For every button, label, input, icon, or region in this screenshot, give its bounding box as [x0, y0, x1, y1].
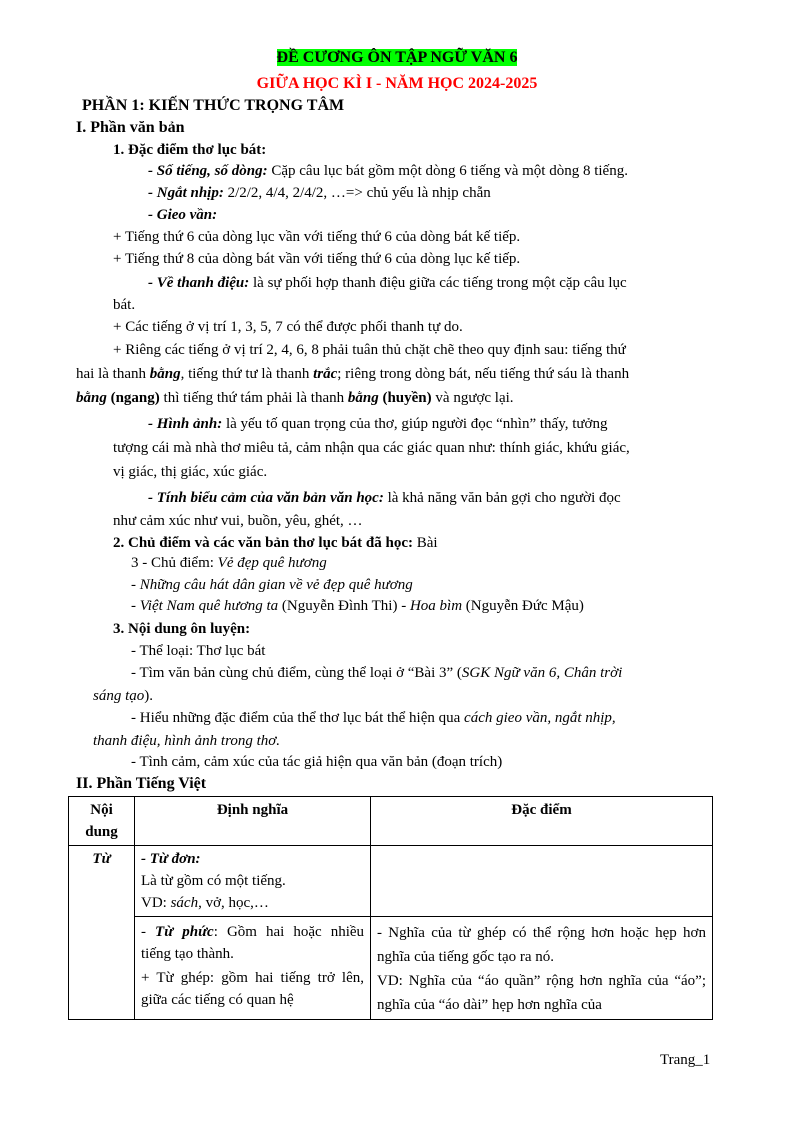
tu-don-def: Là từ gồm có một tiếng. — [141, 873, 286, 889]
gieo-van-rule-2: + Tiếng thứ 8 của dòng bát vần với tiếng thứ 6 của dòng lục kế tiếp. — [113, 251, 521, 267]
td2-c5: (huyền) — [378, 390, 432, 406]
tu-phuc-label: Từ phức — [155, 924, 214, 940]
td2-b4: trắc — [313, 366, 338, 382]
on-luyen-1: - Thể loại: Thơ lục bát — [131, 643, 266, 659]
thanh-dieu-rule-2a: + Riêng các tiếng ở vị trí 2, 4, 6, 8 phải tuân thủ chặt chẽ theo quy định sau: tiếng thứ — [113, 342, 626, 358]
vb2-author-2: (Nguyễn Đức Mậu) — [462, 598, 584, 614]
on-luyen-3 — [131, 708, 616, 728]
tu-phuc-def — [141, 921, 364, 965]
td2-b1: hai là thanh — [76, 366, 150, 382]
td2-c1: bằng — [76, 390, 107, 406]
cell-tu-phuc-dac-diem — [371, 917, 713, 1020]
bieu-cam-line-2: như cảm xúc như vui, buồn, yêu, ghét, … — [113, 513, 363, 529]
chu-diem-label: 3 - Chủ điểm: — [131, 555, 218, 571]
td2-b2: bằng — [149, 366, 181, 382]
tu-don-label: - Từ đơn: — [141, 851, 201, 867]
thanh-dieu-rule-2b — [76, 364, 629, 384]
on-luyen-2 — [131, 663, 622, 683]
thanh-dieu-label: - Về thanh điệu: — [148, 275, 250, 291]
cell-tu: Từ — [69, 846, 135, 1020]
cell-tu-phuc — [135, 917, 371, 1020]
thanh-dieu-text: là sự phối hợp thanh điệu giữa các tiếng trong một cặp câu lục — [249, 275, 627, 291]
van-ban-1: - Những câu hát dân gian về vẻ đẹp quê hương — [131, 577, 413, 593]
ol3-b: cách gieo vần, ngắt nhịp, — [464, 710, 616, 726]
td2-b5: ; riêng trong dòng bát, nếu tiếng thứ sáu là thanh — [337, 366, 630, 382]
subsection-2-tail: Bài — [413, 535, 438, 551]
subsection-3-heading: 3. Nội dung ôn luyện: — [113, 621, 251, 637]
ol2-a: - Tìm văn bản cùng chủ điểm, cùng thể loại ở “Bài 3” ( — [131, 665, 462, 681]
td2-b3: , tiếng thứ tư là thanh — [180, 366, 314, 382]
vb2-dash: - — [131, 598, 140, 614]
thanh-dieu-rule-2c — [76, 388, 514, 408]
cell-tu-don — [135, 846, 371, 917]
gieo-van-rule-1: + Tiếng thứ 6 của dòng lục vần với tiếng thứ 6 của dòng bát kế tiếp. — [113, 229, 521, 245]
tu-phuc-text: : Gồm hai hoặc nhiều tiếng tạo thành. — [141, 924, 365, 962]
header-noi-dung: Nội dung — [69, 797, 135, 846]
section-2-heading: II. Phần Tiếng Việt — [76, 775, 207, 792]
vb2-author-1: (Nguyễn Đình Thi) - — [278, 598, 410, 614]
hinh-anh-text: là yếu tố quan trọng của thơ, giúp người đọc “nhìn” thấy, tưởng — [222, 416, 608, 432]
vb2-title-2: Hoa bìm — [409, 598, 463, 614]
vb2-title-1: Việt Nam quê hương ta — [139, 598, 279, 614]
tu-don-vd-rest: , vở, học,… — [198, 895, 269, 911]
gieo-van-label: - Gieo vần: — [148, 207, 218, 223]
doc-subtitle-text: GIỮA HỌC KÌ I - NĂM HỌC 2024-2025 — [256, 75, 538, 92]
ol2-b: SGK Ngữ văn 6, Chân trời — [461, 665, 623, 681]
gieo-van-line — [148, 205, 217, 225]
section-1-heading: I. Phần văn bản — [76, 119, 185, 136]
table-row — [69, 917, 713, 1020]
tu-phuc-dash: - — [141, 924, 156, 940]
hinh-anh-line — [148, 414, 607, 434]
td2-c4: bằng — [347, 390, 379, 406]
hinh-anh-line-2: tượng cái mà nhà thơ miêu tả, cảm nhận qua các giác quan như: thính giác, khứu giác, — [113, 440, 630, 456]
bieu-cam-line — [148, 488, 621, 508]
on-luyen-2-cont — [93, 686, 153, 706]
tieng-viet-table — [68, 796, 713, 1020]
subsection-1-heading: 1. Đặc điểm thơ lục bát: — [113, 142, 267, 158]
table-header-row — [69, 797, 713, 846]
ol2-d: ). — [144, 688, 154, 704]
van-ban-2 — [131, 596, 584, 616]
td2-c2: (ngang) — [106, 390, 160, 406]
page-number: Trang_1 — [660, 1052, 711, 1068]
chu-diem-line — [131, 553, 327, 573]
so-tieng-label: - Số tiếng, số dòng: — [148, 163, 268, 179]
ngat-nhip-label: - Ngắt nhịp: — [148, 185, 224, 201]
tu-don-vd: VD: — [141, 895, 171, 911]
subsection-2-title: 2. Chủ điểm và các văn bản thơ lục bát đã học: — [113, 535, 414, 551]
tu-ghep-vd: VD: Nghĩa của “áo quần” rộng hơn nghĩa của “áo”; nghĩa của “áo dài” hẹp hơn nghĩa của — [377, 973, 706, 1013]
thanh-dieu-rule-1: + Các tiếng ở vị trí 1, 3, 5, 7 có thể được phối thanh tự do. — [113, 319, 463, 335]
ol2-c: sáng tạo — [93, 688, 145, 704]
tu-ghep-def: + Từ ghép: gồm hai tiếng trở lên, giữa các tiếng có quan hệ — [141, 970, 364, 1008]
bieu-cam-text: là khả năng văn bản gợi cho người đọc — [383, 490, 621, 506]
thanh-dieu-line — [148, 273, 627, 293]
td2-c6: và ngược lại. — [431, 390, 514, 406]
tu-don-example — [141, 892, 364, 914]
header-dac-diem: Đặc điểm — [371, 797, 713, 846]
cell-tu-don-dac-diem — [371, 846, 713, 917]
td2-c3: thì tiếng thứ tám phải là thanh — [159, 390, 348, 406]
bieu-cam-label: - Tính biểu cảm của văn bản văn học: — [148, 490, 384, 506]
ol3-a: - Hiểu những đặc điểm của thể thơ lục bát thể hiện qua — [131, 710, 465, 726]
doc-title — [0, 48, 794, 68]
subsection-2-heading — [113, 533, 438, 553]
hinh-anh-line-3: vị giác, thị giác, xúc giác. — [113, 464, 268, 480]
doc-title-text: ĐỀ CƯƠNG ÔN TẬP NGỮ VĂN 6 — [276, 49, 518, 66]
tu-don-vd-word: sách — [170, 895, 199, 911]
header-dinh-nghia: Định nghĩa — [135, 797, 371, 846]
so-tieng-line — [148, 161, 628, 181]
ngat-nhip-line — [148, 183, 491, 203]
thanh-dieu-cont: bát. — [113, 297, 136, 313]
part1-heading: PHẦN 1: KIẾN THỨC TRỌNG TÂM — [82, 97, 345, 114]
on-luyen-3-cont: thanh điệu, hình ảnh trong thơ. — [93, 733, 281, 749]
ngat-nhip-text: 2/2/2, 4/4, 2/4/2, …=> chủ yếu là nhịp chẵn — [223, 185, 491, 201]
hinh-anh-label: - Hình ảnh: — [148, 416, 223, 432]
on-luyen-4: - Tình cảm, cảm xúc của tác giả hiện qua văn bản (đoạn trích) — [131, 754, 503, 770]
doc-subtitle — [0, 74, 794, 94]
tu-ghep-dac-diem: - Nghĩa của từ ghép có thể rộng hơn hoặc hẹp hơn nghĩa của tiếng gốc tạo ra nó. — [377, 925, 706, 965]
so-tieng-text: Cặp câu lục bát gồm một dòng 6 tiếng và một dòng 8 tiếng. — [267, 163, 628, 179]
chu-diem-value: Vẻ đẹp quê hương — [217, 555, 327, 571]
table-row — [69, 846, 713, 917]
